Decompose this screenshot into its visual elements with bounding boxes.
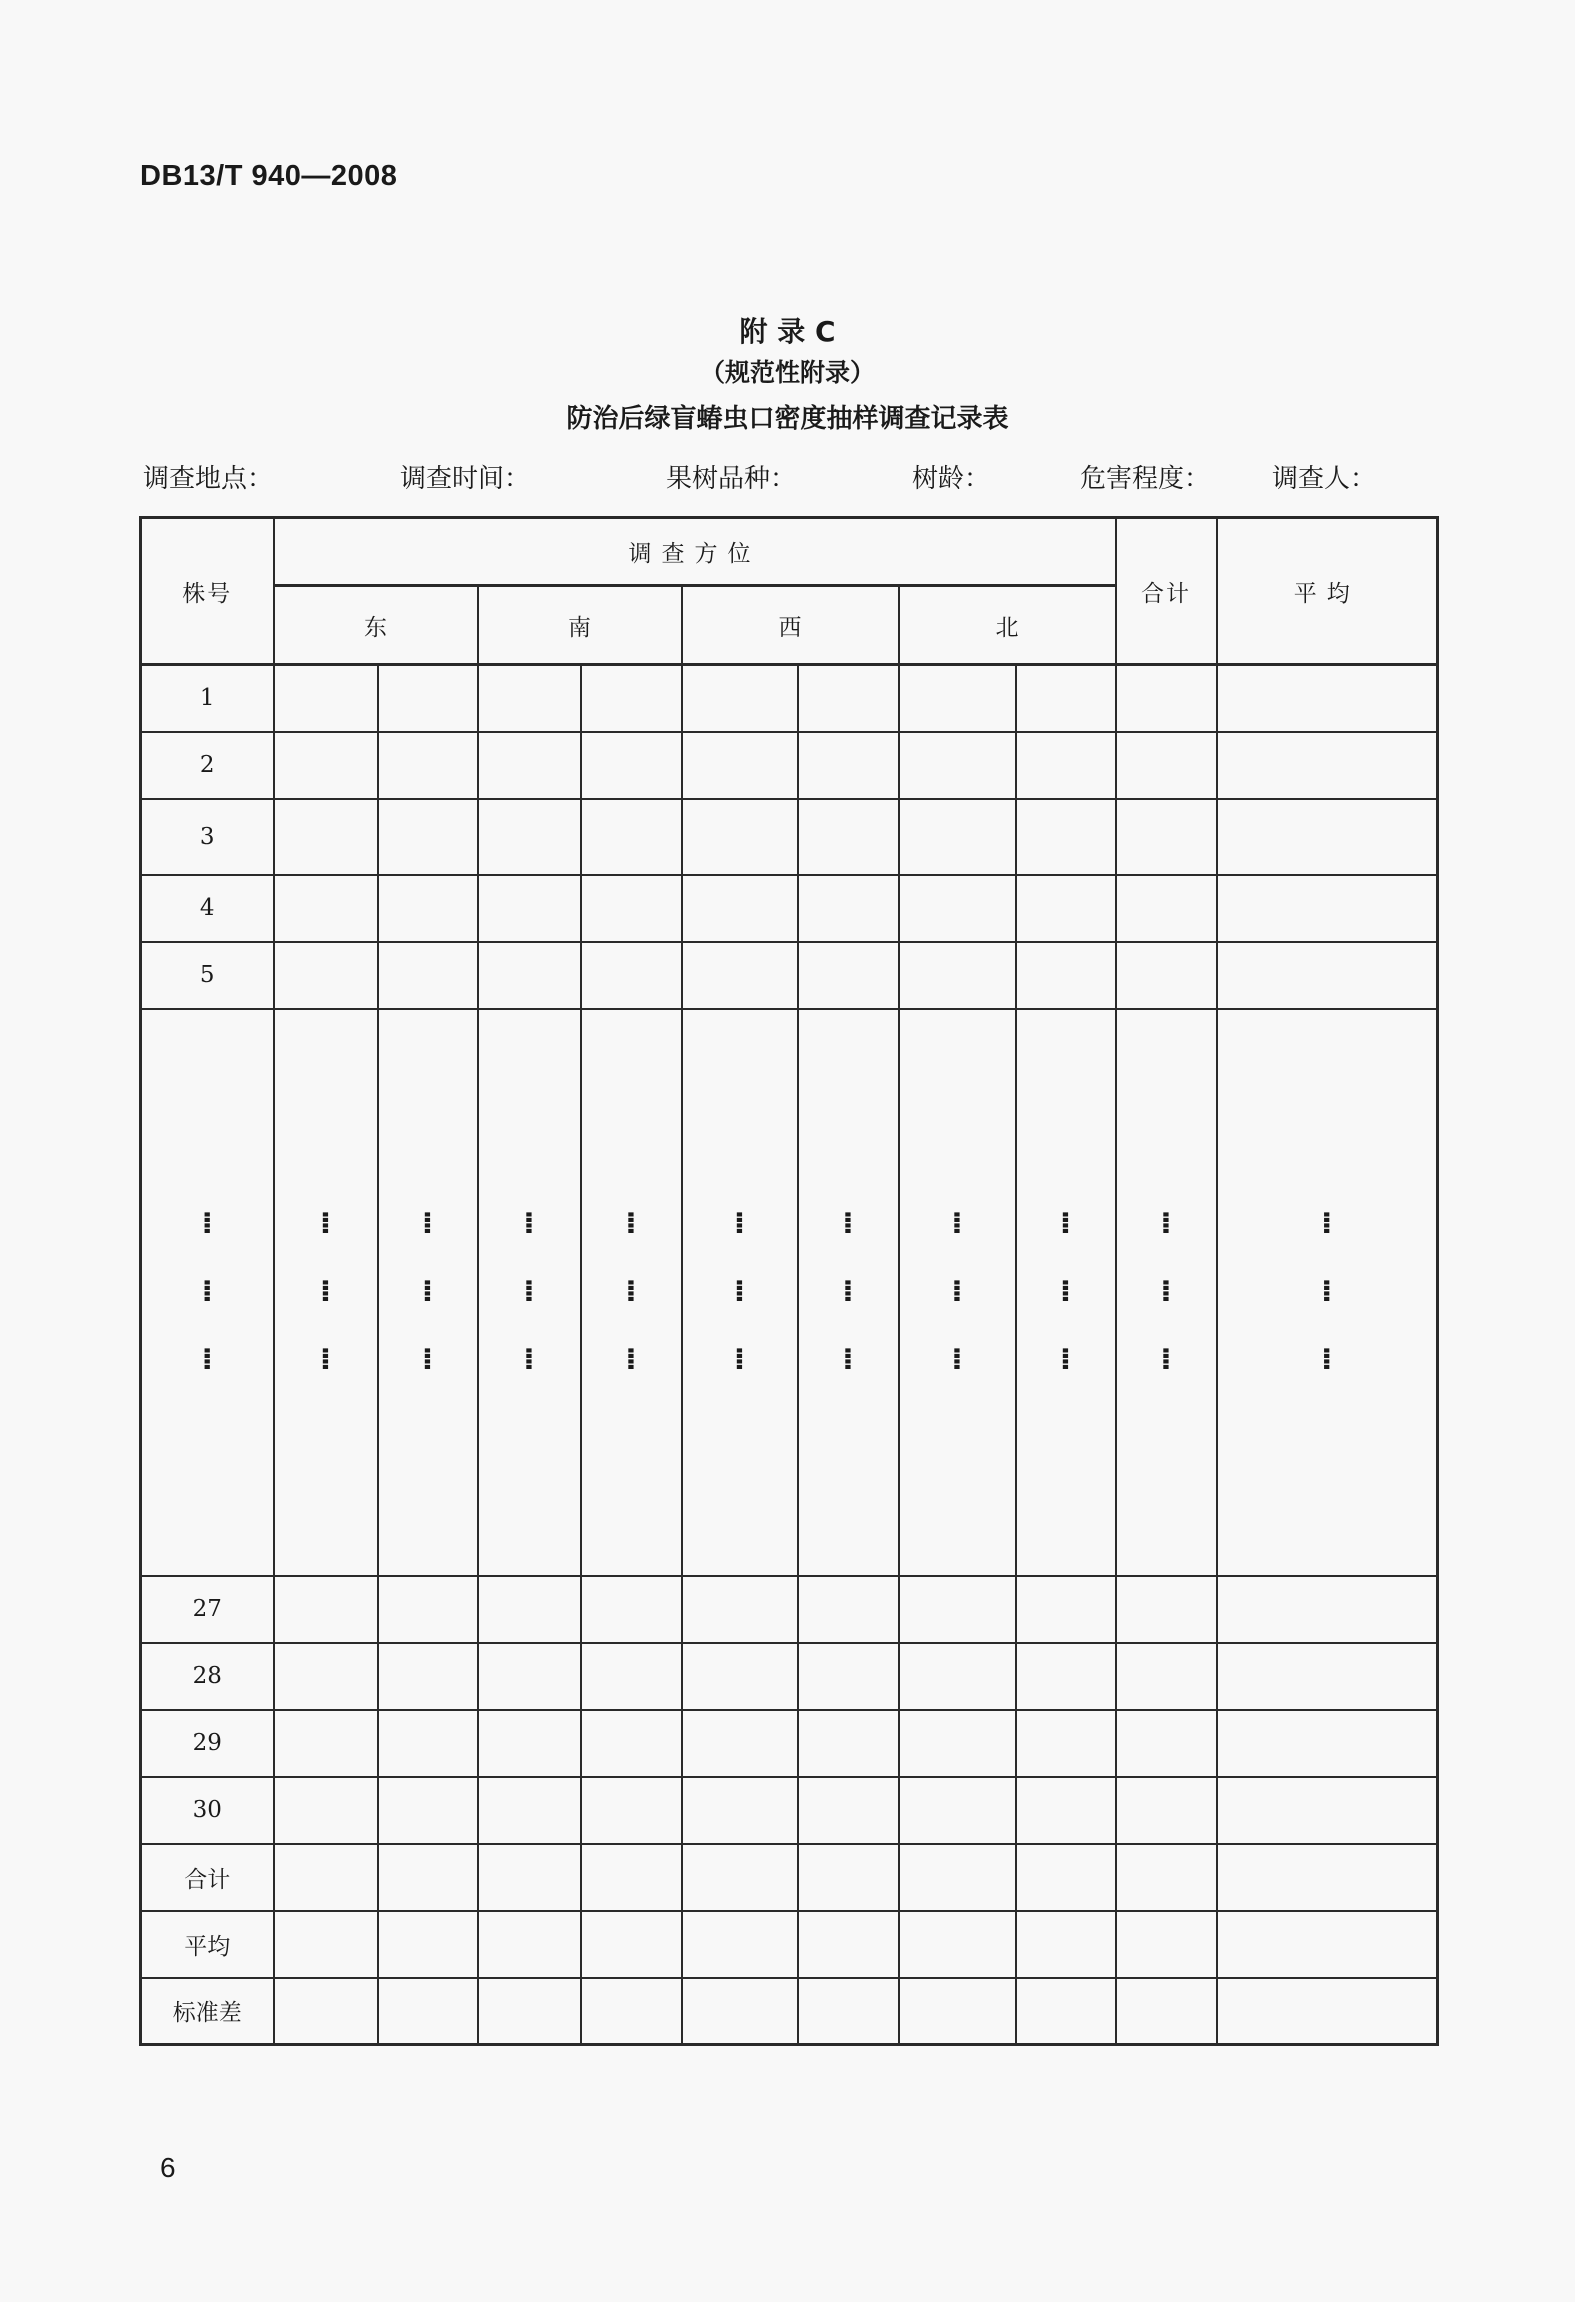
vertical-ellipsis [421, 1206, 434, 1377]
data-cell [581, 799, 682, 875]
data-cell [581, 732, 682, 799]
vertical-ellipsis [319, 1206, 332, 1377]
data-cell [478, 1710, 581, 1777]
ellipsis-row [141, 1009, 1438, 1576]
ellipsis-glyph: ⁞ [1160, 1342, 1172, 1377]
data-cell [798, 1911, 899, 1978]
data-cell [1016, 875, 1116, 942]
data-cell [478, 1911, 581, 1978]
table-row [141, 875, 1438, 942]
field-fruit-variety: 果树品种： [666, 464, 797, 494]
ellipsis-glyph: ⁞ [625, 1274, 637, 1309]
data-cell [1217, 1844, 1438, 1911]
ellipsis-glyph: ⁞ [842, 1206, 854, 1241]
data-cell [1116, 1777, 1217, 1844]
data-cell [274, 1844, 378, 1911]
data-cell [1116, 799, 1217, 875]
data-cell [478, 1576, 581, 1643]
ellipsis-cell [378, 1009, 478, 1576]
sampling-record-table [139, 516, 1439, 2046]
data-cell [378, 1643, 478, 1710]
header-total: 合计 [1116, 518, 1217, 665]
ellipsis-cell [581, 1009, 682, 1576]
ellipsis-glyph: ⁞ [319, 1274, 332, 1309]
ellipsis-glyph: ⁞ [733, 1342, 746, 1377]
ellipsis-cell [1016, 1009, 1116, 1576]
table-row [141, 1710, 1438, 1777]
data-cell [274, 1710, 378, 1777]
data-cell [378, 799, 478, 875]
field-survey-time: 调查时间： [400, 464, 531, 494]
data-cell [1016, 1710, 1116, 1777]
data-cell [1217, 799, 1438, 875]
data-cell [899, 1710, 1016, 1777]
ellipsis-glyph: ⁞ [201, 1274, 213, 1309]
data-cell [1016, 799, 1116, 875]
ellipsis-glyph: ⁞ [951, 1342, 963, 1377]
ellipsis-glyph: ⁞ [733, 1274, 746, 1309]
data-cell [798, 1844, 899, 1911]
data-cell [1217, 1911, 1438, 1978]
vertical-ellipsis [733, 1206, 746, 1377]
data-cell [1217, 942, 1438, 1009]
data-cell [1016, 1911, 1116, 1978]
ellipsis-glyph: ⁞ [625, 1206, 637, 1241]
ellipsis-glyph: ⁞ [1059, 1342, 1072, 1377]
data-cell [1116, 1576, 1217, 1643]
data-cell [1116, 875, 1217, 942]
annex-name: 防治后绿盲蝽虫口密度抽样调查记录表 [566, 404, 1009, 434]
annex-title: 附 录 C [739, 315, 836, 348]
data-cell [798, 732, 899, 799]
data-cell [478, 942, 581, 1009]
data-cell [1016, 942, 1116, 1009]
data-cell [581, 1911, 682, 1978]
ellipsis-glyph: ⁞ [523, 1206, 535, 1241]
data-cell [274, 1643, 378, 1710]
ellipsis-glyph: ⁞ [421, 1206, 434, 1241]
data-cell [274, 1576, 378, 1643]
ellipsis-glyph: ⁞ [319, 1342, 332, 1377]
data-cell [798, 1576, 899, 1643]
ellipsis-cell [682, 1009, 798, 1576]
data-cell [1116, 732, 1217, 799]
header-plant-no: 株号 [141, 518, 274, 665]
data-cell [1217, 875, 1438, 942]
ellipsis-cell [1116, 1009, 1217, 1576]
row-label: 合计 [141, 1844, 274, 1911]
summary-row [141, 1978, 1438, 2045]
ellipsis-glyph: ⁞ [421, 1342, 434, 1377]
data-cell [682, 665, 798, 732]
data-cell [1116, 1710, 1217, 1777]
data-cell [1217, 1710, 1438, 1777]
table-row [141, 1643, 1438, 1710]
data-cell [798, 799, 899, 875]
vertical-ellipsis [201, 1206, 213, 1377]
vertical-ellipsis [842, 1206, 854, 1377]
row-label: 29 [141, 1710, 274, 1777]
data-cell [378, 1978, 478, 2045]
header-direction-north: 北 [899, 586, 1116, 665]
ellipsis-cell [274, 1009, 378, 1576]
data-cell [682, 1777, 798, 1844]
row-label: 3 [141, 799, 274, 875]
data-cell [682, 1978, 798, 2045]
data-cell [378, 665, 478, 732]
data-cell [1217, 1643, 1438, 1710]
data-cell [682, 1576, 798, 1643]
data-cell [581, 1777, 682, 1844]
ellipsis-cell [1217, 1009, 1438, 1576]
data-cell [274, 732, 378, 799]
data-cell [682, 1911, 798, 1978]
data-cell [798, 875, 899, 942]
row-label: 27 [141, 1576, 274, 1643]
summary-row [141, 1911, 1438, 1978]
data-cell [682, 1643, 798, 1710]
data-cell [1116, 942, 1217, 1009]
data-cell [581, 1710, 682, 1777]
data-cell [899, 799, 1016, 875]
data-cell [581, 1844, 682, 1911]
data-cell [581, 942, 682, 1009]
data-cell [1016, 1844, 1116, 1911]
row-label: 4 [141, 875, 274, 942]
data-cell [1116, 1844, 1217, 1911]
data-cell [1217, 1576, 1438, 1643]
data-cell [682, 799, 798, 875]
ellipsis-glyph: ⁞ [319, 1206, 332, 1241]
ellipsis-glyph: ⁞ [1160, 1274, 1172, 1309]
table-row [141, 1777, 1438, 1844]
data-cell [798, 1777, 899, 1844]
table-row [141, 942, 1438, 1009]
data-cell [899, 665, 1016, 732]
data-cell [274, 1777, 378, 1844]
data-cell [274, 942, 378, 1009]
ellipsis-glyph: ⁞ [842, 1274, 854, 1309]
ellipsis-cell [141, 1009, 274, 1576]
data-cell [798, 665, 899, 732]
data-cell [798, 1978, 899, 2045]
data-cell [378, 1844, 478, 1911]
header-direction-south: 南 [478, 586, 682, 665]
data-cell [581, 1978, 682, 2045]
data-cell [274, 665, 378, 732]
data-cell [899, 1911, 1016, 1978]
ellipsis-glyph: ⁞ [625, 1342, 637, 1377]
ellipsis-glyph: ⁞ [421, 1274, 434, 1309]
data-cell [1217, 1777, 1438, 1844]
data-cell [1116, 1911, 1217, 1978]
data-cell [274, 799, 378, 875]
field-damage-level: 危害程度： [1080, 464, 1211, 494]
data-cell [378, 1911, 478, 1978]
data-cell [899, 732, 1016, 799]
ellipsis-glyph: ⁞ [951, 1206, 963, 1241]
data-cell [478, 665, 581, 732]
data-cell [1217, 1978, 1438, 2045]
data-cell [478, 732, 581, 799]
table-row [141, 799, 1438, 875]
data-cell [899, 1844, 1016, 1911]
ellipsis-glyph: ⁞ [1321, 1206, 1333, 1241]
data-cell [899, 1576, 1016, 1643]
data-cell [274, 875, 378, 942]
row-label: 1 [141, 665, 274, 732]
header-direction-west: 西 [682, 586, 899, 665]
ellipsis-cell [899, 1009, 1016, 1576]
ellipsis-glyph: ⁞ [733, 1206, 746, 1241]
header-direction-east: 东 [274, 586, 478, 665]
data-cell [378, 942, 478, 1009]
data-cell [1016, 1576, 1116, 1643]
data-cell [1016, 732, 1116, 799]
header-average: 平均 [1217, 518, 1438, 665]
ellipsis-glyph: ⁞ [523, 1342, 535, 1377]
ellipsis-glyph: ⁞ [1160, 1206, 1172, 1241]
data-cell [581, 665, 682, 732]
data-cell [274, 1911, 378, 1978]
data-cell [682, 1710, 798, 1777]
data-cell [581, 1643, 682, 1710]
ellipsis-cell [478, 1009, 581, 1576]
row-label: 30 [141, 1777, 274, 1844]
data-cell [1116, 1643, 1217, 1710]
data-cell [478, 1978, 581, 2045]
header-survey-direction: 调查方位 [274, 518, 1116, 586]
data-cell [798, 1710, 899, 1777]
data-cell [378, 1576, 478, 1643]
ellipsis-glyph: ⁞ [1321, 1274, 1333, 1309]
data-cell [899, 875, 1016, 942]
row-label: 2 [141, 732, 274, 799]
data-cell [478, 1844, 581, 1911]
data-cell [899, 1978, 1016, 2045]
summary-row [141, 1844, 1438, 1911]
data-cell [274, 1978, 378, 2045]
data-cell [1217, 732, 1438, 799]
field-tree-age: 树龄： [912, 464, 991, 494]
data-cell [378, 875, 478, 942]
data-cell [1016, 1643, 1116, 1710]
data-cell [899, 1777, 1016, 1844]
vertical-ellipsis [951, 1206, 963, 1377]
data-cell [1116, 1978, 1217, 2045]
row-label: 28 [141, 1643, 274, 1710]
data-cell [581, 1576, 682, 1643]
data-cell [1116, 665, 1217, 732]
vertical-ellipsis [1160, 1206, 1172, 1377]
data-cell [478, 799, 581, 875]
ellipsis-glyph: ⁞ [951, 1274, 963, 1309]
standard-code: DB13/T 940—2008 [140, 160, 398, 192]
ellipsis-glyph: ⁞ [842, 1342, 854, 1377]
data-cell [899, 942, 1016, 1009]
ellipsis-glyph: ⁞ [1059, 1274, 1072, 1309]
row-label: 标准差 [141, 1978, 274, 2045]
data-cell [682, 875, 798, 942]
field-survey-location: 调查地点： [143, 464, 274, 494]
data-cell [378, 1777, 478, 1844]
ellipsis-glyph: ⁞ [1321, 1342, 1333, 1377]
data-cell [1016, 665, 1116, 732]
data-cell [478, 1777, 581, 1844]
table-row [141, 732, 1438, 799]
data-cell [682, 732, 798, 799]
vertical-ellipsis [523, 1206, 535, 1377]
data-cell [682, 942, 798, 1009]
table-row [141, 665, 1438, 732]
vertical-ellipsis [1321, 1206, 1333, 1377]
data-cell [478, 1643, 581, 1710]
row-label: 平均 [141, 1911, 274, 1978]
data-cell [1016, 1978, 1116, 2045]
data-cell [378, 1710, 478, 1777]
data-cell [899, 1643, 1016, 1710]
data-cell [378, 732, 478, 799]
data-cell [798, 1643, 899, 1710]
row-label: 5 [141, 942, 274, 1009]
ellipsis-glyph: ⁞ [201, 1342, 213, 1377]
ellipsis-glyph: ⁞ [523, 1274, 535, 1309]
annex-nature: （规范性附录） [699, 358, 875, 387]
ellipsis-cell [798, 1009, 899, 1576]
page-number: 6 [160, 2152, 176, 2183]
data-cell [581, 875, 682, 942]
survey-info-line [0, 458, 1575, 498]
vertical-ellipsis [1059, 1206, 1072, 1377]
table-row [141, 1576, 1438, 1643]
field-surveyor: 调查人： [1272, 464, 1377, 494]
ellipsis-glyph: ⁞ [1059, 1206, 1072, 1241]
data-cell [1217, 665, 1438, 732]
vertical-ellipsis [625, 1206, 637, 1377]
data-cell [682, 1844, 798, 1911]
data-cell [478, 875, 581, 942]
data-cell [798, 942, 899, 1009]
ellipsis-glyph: ⁞ [201, 1206, 213, 1241]
data-cell [1016, 1777, 1116, 1844]
